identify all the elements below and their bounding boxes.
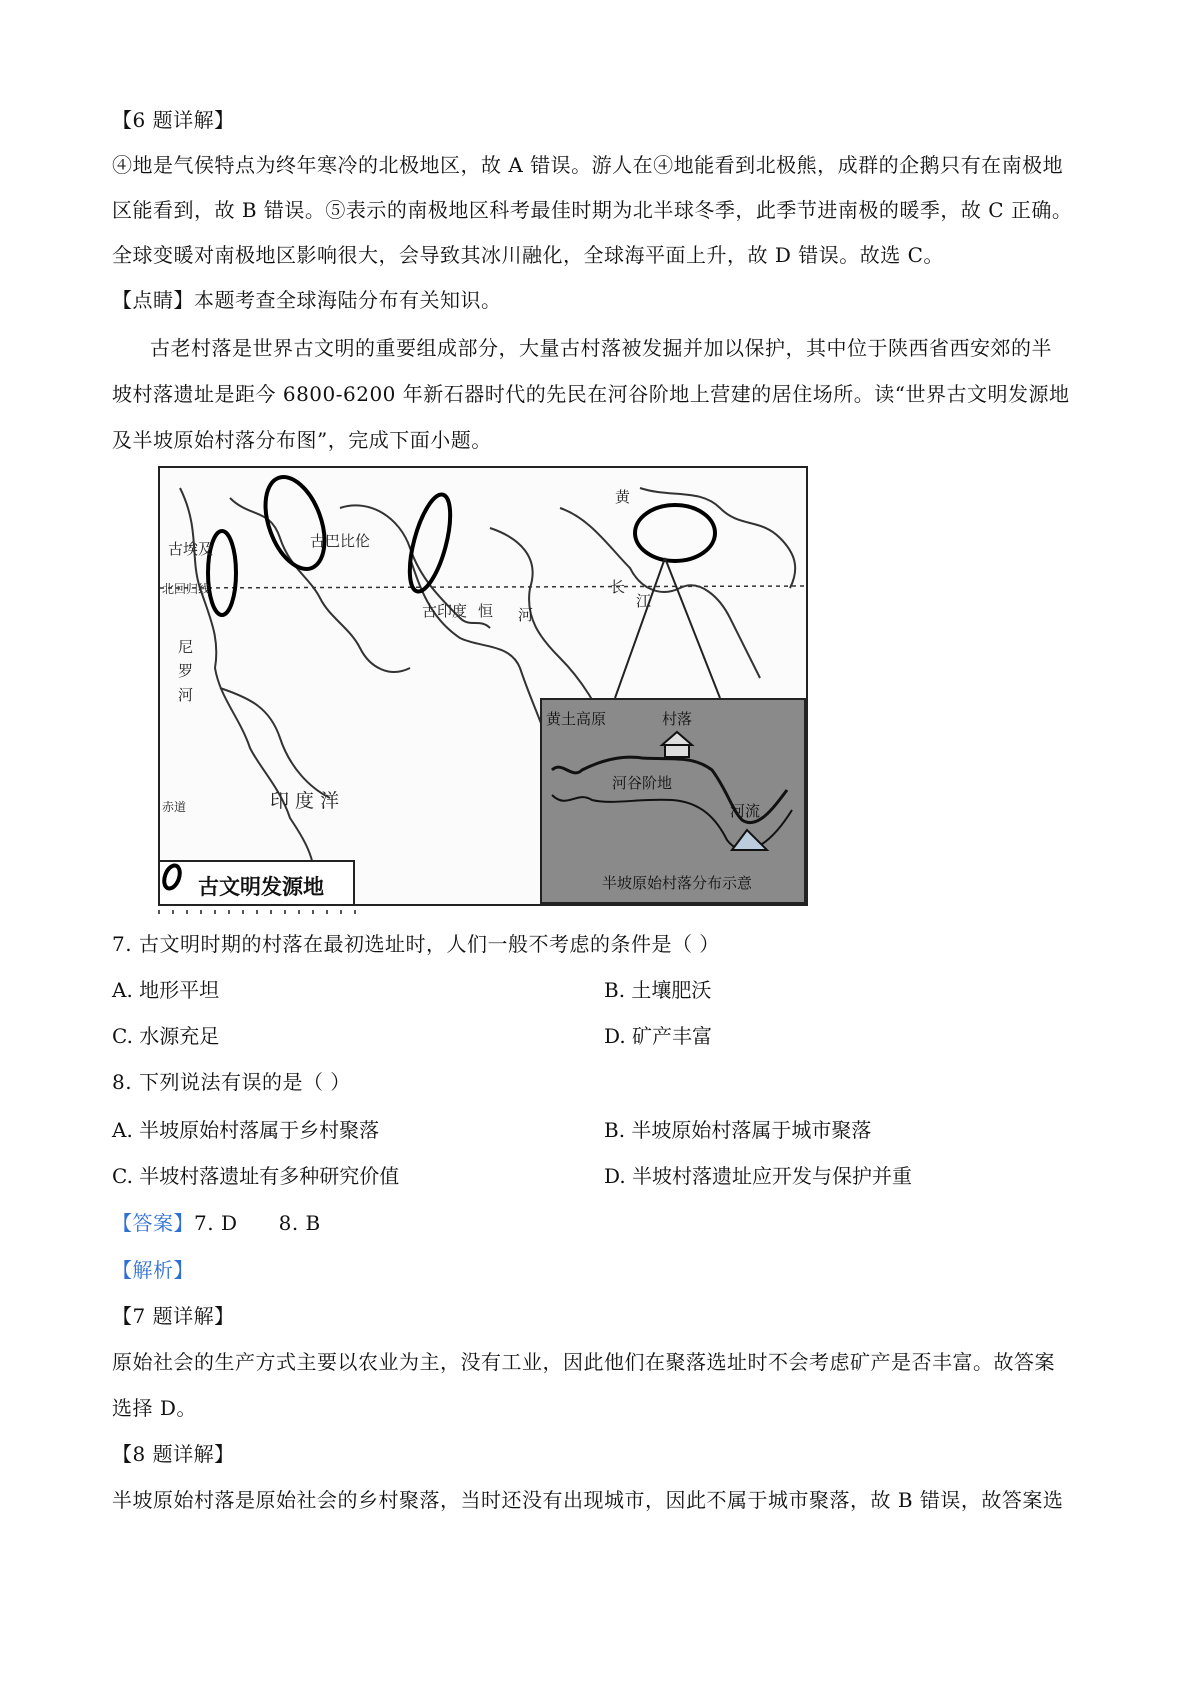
q8-option-a: A. 半坡原始村落属于乡村聚落	[112, 1118, 380, 1142]
q7-detail-line: 原始社会的生产方式主要以农业为主，没有工业，因此他们在聚落选址时不会考虑矿产是否丰富。故答案	[112, 1350, 1055, 1374]
q8-detail-heading: 【8 题详解】	[112, 1442, 235, 1466]
q7-detail-line: 选择 D。	[112, 1396, 197, 1420]
map-label-river: 河	[518, 606, 534, 624]
map-label-india: 古印度	[422, 602, 468, 620]
q7-option-d: D. 矿产丰富	[604, 1024, 713, 1048]
q7-detail-heading: 【7 题详解】	[112, 1304, 235, 1328]
q7-option-a: A. 地形平坦	[112, 978, 220, 1002]
analysis-label: 【解析】	[112, 1258, 194, 1282]
inset-caption: 半坡原始村落分布示意	[602, 874, 753, 892]
dianjing-note: 【点睛】本题考查全球海陆分布有关知识。	[112, 288, 502, 312]
inset-label-terrace: 河谷阶地	[612, 774, 673, 792]
q8-stem: 8. 下列说法有误的是（ ）	[112, 1070, 351, 1094]
q6-text-line: 区能看到，故 B 错误。⑤表示的南极地区科考最佳时期为北半球冬季，此季节进南极的暖季，故 C 正确。	[112, 198, 1073, 222]
map-label-tropic: 北回归线	[162, 582, 211, 596]
q6-heading: 【6 题详解】	[112, 108, 235, 132]
inset-label-plateau: 黄土高原	[546, 710, 607, 728]
banpo-inset	[540, 698, 806, 904]
answer-label: 【答案】	[112, 1211, 194, 1235]
civilization-region-icon	[160, 862, 184, 892]
q8-detail-line: 半坡原始村落是原始社会的乡村聚落，当时还没有出现城市，因此不属于城市聚落，故 B 错误，故答案选	[112, 1488, 1064, 1512]
q7-option-c: C. 水源充足	[112, 1024, 220, 1048]
answer-value: 7. D 8. B	[194, 1211, 321, 1235]
q7-option-b: B. 土壤肥沃	[604, 978, 712, 1002]
inset-label-river: 河流	[730, 802, 761, 820]
legend-label: 古文明发源地	[198, 874, 324, 899]
figure-bottom-dots	[158, 910, 358, 914]
map-label-indian-ocean: 印 度 洋	[270, 790, 340, 812]
q7-stem: 7. 古文明时期的村落在最初选址时，人们一般不考虑的条件是（ ）	[112, 932, 720, 956]
map-label-nile-2: 罗	[178, 662, 194, 680]
map-label-equator: 赤道	[162, 800, 187, 814]
intro-text-line: 古老村落是世界古文明的重要组成部分，大量古村落被发掘并加以保护，其中位于陕西省西安郊的半	[150, 336, 1052, 360]
map-label-babylon: 古巴比伦	[310, 532, 371, 550]
map-label-heng: 恒	[478, 602, 494, 620]
q6-text-line: 全球变暖对南极地区影响很大，会导致其冰川融化，全球海平面上升，故 D 错误。故选 C。	[112, 243, 944, 267]
q8-option-c: C. 半坡村落遗址有多种研究价值	[112, 1164, 400, 1188]
q8-option-d: D. 半坡村落遗址应开发与保护并重	[604, 1164, 913, 1188]
map-label-chang: 长	[610, 578, 626, 596]
map-label-yellow-river: 黄	[615, 488, 631, 506]
inset-label-village: 村落	[662, 710, 693, 728]
answer-line	[112, 1207, 321, 1236]
map-legend	[160, 860, 355, 906]
map-label-nile-1: 尼	[178, 638, 194, 656]
intro-text-line: 坡村落遗址是距今 6800-6200 年新石器时代的先民在河谷阶地上营建的居住场所。读“世界古文明发源地	[112, 382, 1070, 406]
map-label-jiang: 江	[636, 592, 652, 610]
ancient-civilization-map-figure	[158, 466, 808, 906]
map-label-egypt: 古埃及	[168, 540, 214, 558]
intro-text-line: 及半坡原始村落分布图”，完成下面小题。	[112, 428, 492, 452]
q6-text-line: ④地是气侯特点为终年寒冷的北极地区，故 A 错误。游人在④地能看到北极熊，成群的企鹅只有在南极地	[112, 153, 1064, 177]
q8-option-b: B. 半坡原始村落属于城市聚落	[604, 1118, 872, 1142]
map-label-nile-3: 河	[178, 686, 194, 704]
